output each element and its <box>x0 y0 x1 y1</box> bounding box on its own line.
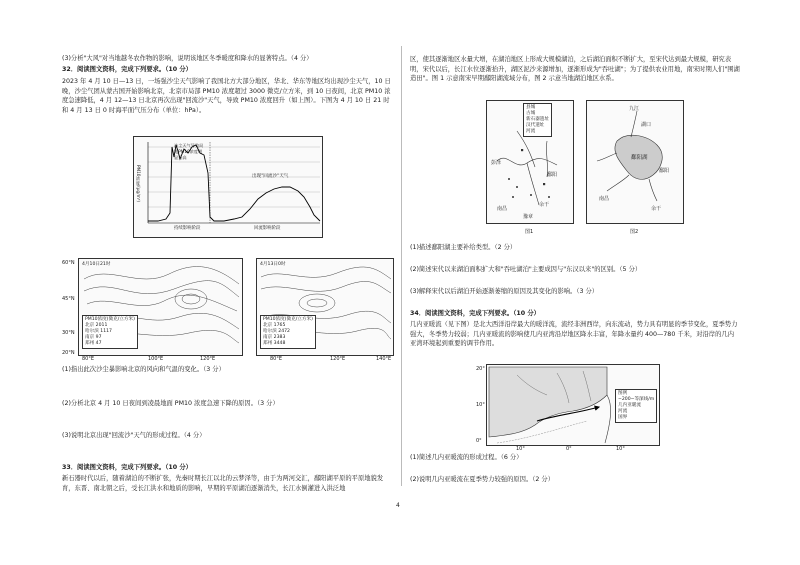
lon-label: 80°E <box>270 356 283 362</box>
pm10-chart-period-1: 持续影响阶段 <box>174 226 201 231</box>
pressure-map-left <box>78 258 243 356</box>
figure-2-caption: 图2 <box>630 229 639 235</box>
place-label: 豫章 <box>523 214 534 220</box>
lat-label-30n: 30°N <box>62 330 75 336</box>
q32-sub1: (1)指出此次沙尘暴影响北京的风向和气温的变化。（3 分） <box>62 366 225 373</box>
lat-label-45n: 45°N <box>62 296 75 302</box>
legend-item: −200−等深线/m <box>618 397 655 402</box>
q34-title: 34．阅读图文资料，完成下列要求。（10 分） <box>410 310 540 317</box>
figure-2-map <box>586 100 684 224</box>
lon-label: 120°E <box>200 356 216 362</box>
pressure-map-right-title: 4月13日0时 <box>260 262 286 267</box>
legend-item: 河流 <box>526 129 536 134</box>
legend-item: 河流 <box>618 409 628 414</box>
pm10-table-left <box>82 315 138 349</box>
lat-label: 0° <box>476 438 482 444</box>
table-right-value: 2383 <box>273 335 286 340</box>
pm10-chart <box>133 136 323 238</box>
guinea-current-map <box>486 364 660 446</box>
legend-item: 几内亚暖流 <box>618 403 641 408</box>
lon-label: 120°E <box>330 356 346 362</box>
pm10-chart-annotation-1: 沙尘天气导致局地PM10浓度明显升高 <box>174 143 204 160</box>
table-left-city: 南京 <box>85 335 95 340</box>
table-left-city: 郑州 <box>85 341 95 346</box>
place-label: 鄱阳 <box>659 168 670 174</box>
table-right-city: 北京 <box>263 323 273 328</box>
table-right-value: 2472 <box>278 329 290 334</box>
table-left-value: 1117 <box>100 329 112 334</box>
table-right-city: 哈尔滨 <box>263 329 277 334</box>
legend-item: 汉代遗址 <box>526 123 545 128</box>
lon-label: 100°E <box>148 356 164 362</box>
lat-label: 20° <box>476 366 485 372</box>
place-label: 余干 <box>539 202 550 208</box>
q32-sub2: (2)分析北京 4 月 10 日夜间到凌晨地面 PM10 浓度急速下降的原因。（3 分） <box>62 400 279 407</box>
place-label: 余干 <box>651 206 662 212</box>
q33-sub1: (1)描述鄱阳湖主要补给类型。（2 分） <box>410 244 517 251</box>
place-label: 南昌 <box>599 196 610 202</box>
lat-label-20n: 20°N <box>62 350 75 356</box>
table-left-value: 2011 <box>95 323 108 328</box>
table-right-city: 南京 <box>263 335 273 340</box>
lon-label: 10° <box>616 446 625 452</box>
q34-sub1: (1)简述几内亚暖流的形成过程。（6 分） <box>410 454 523 461</box>
place-label: 南昌 <box>497 206 508 212</box>
pm10-table-right <box>260 315 316 349</box>
table-right-city: 郑州 <box>263 341 273 346</box>
place-label: 湖口 <box>641 122 652 128</box>
lon-label: 80°E <box>82 356 95 362</box>
legend-item: 国界 <box>618 415 628 420</box>
table-right-value: 1765 <box>273 323 286 328</box>
legend-item: 新石器遗址 <box>526 117 549 122</box>
pm10-table-left-header: PM10浓度(微克/立方米) <box>85 317 135 322</box>
q34-sub2: (2)说明几内亚暖流在夏季势力较强的原因。（2 分） <box>410 476 555 483</box>
q31-sub3: (3)分析"大风"对当地越冬农作物的影响，说明该地区冬季暖度和降水的显著特点。（4 分） <box>62 55 313 62</box>
legend-item: 县城 <box>526 105 536 110</box>
place-label: 九江 <box>629 106 640 112</box>
table-left-value: 97 <box>95 335 102 340</box>
lat-label: 10° <box>476 402 485 408</box>
q32-sub3: (3)说明北京出现"回流沙"天气的形成过程。（4 分） <box>62 432 206 439</box>
page-number: 4 <box>396 502 400 509</box>
legend-item: 古城 <box>526 111 536 116</box>
q34-paragraph: 几内亚暖流（见下图）是北大西洋沿岸最大的暖洋流，流经非洲西岸，向东流动，势力具有明显的季节变化，夏季势力强大，冬季势力较弱；几内亚暖流的影响使几内亚湾沿岸地区降水丰富，年降水量约 400—780 千米，对沿岸的几内亚湾环境起到重要的调节作用。 <box>410 321 738 348</box>
pm10-chart-annotation-2: 出现"回流沙"天气 <box>252 174 289 179</box>
q33-paragraph-continued: 区，使其逐渐地区水量大增，在湖泊地区上形成大规模湖泊，之后湖泊面积不断扩大，至宋代达到最大规模，研究表明，宋代以后，长江水位逐渐抬升，湖区泥沙来源增加，逐渐形成为"吞吐湖"；为了提供农业用地，南宋时期人们"围湖造田"。图 1 示意南宋早期鄱阳湖流域分布，图 2 示意当地湖泊地区水系。 <box>410 56 740 83</box>
figure-1-legend <box>523 103 552 137</box>
lat-label-60n: 60°N <box>62 260 75 266</box>
figure-1-caption: 图1 <box>525 229 534 235</box>
table-left-city: 哈尔滨 <box>85 329 99 334</box>
lon-label: 0° <box>566 446 572 452</box>
figure-2-lake-label: 鄱阳湖 <box>631 155 648 161</box>
place-label: 鄱阳 <box>547 172 558 178</box>
legend-title: 图例 <box>618 391 628 396</box>
table-left-city: 北京 <box>85 323 95 328</box>
table-left-value: 47 <box>95 341 102 346</box>
q32-title: 32．阅读图文资料，完成下列要求。（10 分） <box>62 66 192 73</box>
place-label: 彭泽 <box>491 160 502 166</box>
pressure-map-right <box>256 258 394 356</box>
column-divider <box>401 46 402 486</box>
q32-paragraph: 2023 年 4 月 10 日—13 日，一场强沙尘天气影响了我国北方大部分地区，华北、华东等地区均出现沙尘天气，10 日晚，沙尘气团从蒙古国开始影响北京，北京市局部 PM10 浓度超过 3000 微克/立方米，到 10 日夜间，北京 PM10 浓度急速降低，4 月 12—13 日北京再次出现"回流沙"天气，导致 PM10 浓度回升（如上图）。下图为 4 月 10 日 21 时和 4 月 13 日 0 时海平面气压分布（单位：hPa）。 <box>62 78 391 114</box>
q33-sub2: (2)简述宋代以来湖泊面积扩大和"吞吐湖泊"主要成因与"东汉以来"的区别。（5 分） <box>410 266 642 273</box>
lon-label: 140°E <box>376 356 392 362</box>
pm10-table-right-header: PM10浓度(微克/立方米) <box>263 317 313 322</box>
q33-title: 33．阅读图文资料，完成下列要求。（10 分） <box>62 464 192 471</box>
pm10-chart-period-2: 回流影响阶段 <box>254 226 281 231</box>
lon-label: 10° <box>516 446 525 452</box>
pressure-map-left-title: 4月10日21时 <box>82 262 111 267</box>
table-right-value: 3448 <box>273 341 286 346</box>
guinea-map-legend <box>615 389 657 423</box>
q33-sub3: (3)解释宋代以后湖泊开始逐渐萎缩的原因及其变化的影响。（3 分） <box>410 288 599 295</box>
q33-paragraph: 新石器时代以后，随着湖泊的不断扩张，先秦时期长江以北的云梦泽等，由于为两河交汇，鄱阳湖平原的平原地貌发育，东晋、南北朝之后，受长江洪水和地质的影响，早期的平原湖泊逐渐消失，长江水倒灌进入洪泛地 <box>62 475 384 492</box>
pm10-chart-ylabel: PM10浓度/(μg/m³) <box>136 165 141 203</box>
figure-1-map <box>486 100 574 224</box>
